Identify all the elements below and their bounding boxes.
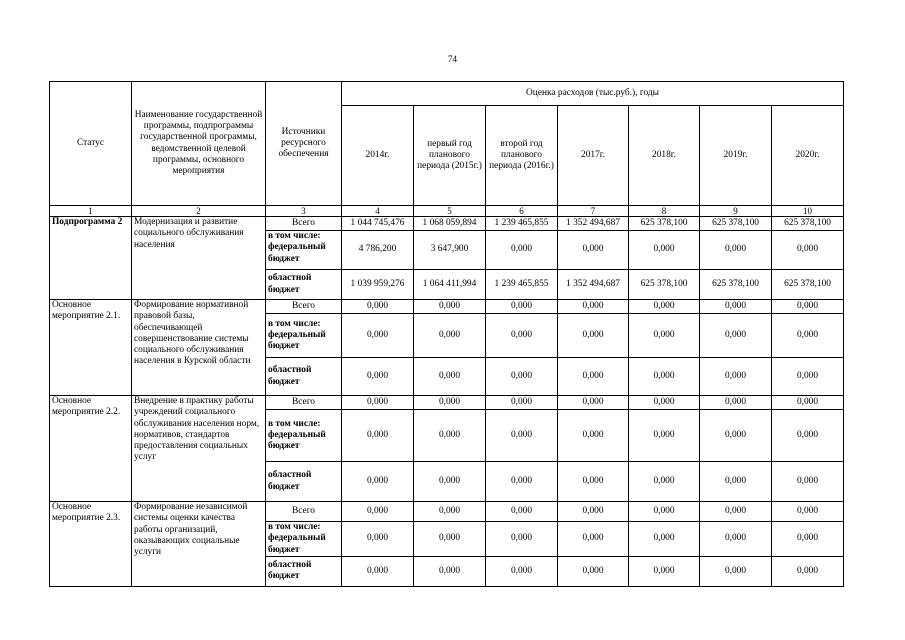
value-cell: 0,000 [700,396,772,410]
value-cell: 0,000 [486,522,558,557]
value-cell: 0,000 [342,556,414,586]
name-cell: Формирование нормативной правовой базы, обеспечивающей совершенствование системы социального обслуживания населения в Курской области [132,300,266,396]
value-cell: 0,000 [629,396,700,410]
column-number: 6 [486,206,558,217]
value-cell: 0,000 [629,522,700,557]
value-cell: 4 786,200 [342,231,414,270]
value-cell: 0,000 [629,502,700,522]
value-cell: 0,000 [558,502,629,522]
value-cell: 0,000 [342,358,414,396]
value-cell: 0,000 [629,231,700,270]
source-cell: в том числе: федеральный бюджет [266,231,342,270]
table-row [50,396,844,410]
value-cell: 0,000 [772,410,844,462]
source-cell: в том числе: федеральный бюджет [266,410,342,462]
header-year: 2020г. [772,106,844,206]
value-cell: 0,000 [342,462,414,502]
table-row [50,217,844,231]
value-cell: 0,000 [558,462,629,502]
value-cell: 0,000 [342,410,414,462]
page-number: 74 [448,54,457,64]
value-cell: 0,000 [414,314,486,358]
value-cell: 0,000 [414,462,486,502]
value-cell: 625 378,100 [700,270,772,300]
source-cell: в том числе: федеральный бюджет [266,314,342,358]
value-cell: 0,000 [700,314,772,358]
value-cell: 0,000 [558,300,629,314]
budget-table [49,81,844,587]
status-cell: Подпрограмма 2 [50,217,132,300]
value-cell: 0,000 [700,410,772,462]
value-cell: 0,000 [700,522,772,557]
value-cell: 0,000 [700,358,772,396]
header-status: Статус [50,82,132,206]
value-cell: 0,000 [629,462,700,502]
value-cell: 0,000 [342,396,414,410]
value-cell: 0,000 [414,522,486,557]
value-cell: 1 352 494,687 [558,217,629,231]
value-cell: 1 352 494,687 [558,270,629,300]
value-cell: 0,000 [414,396,486,410]
value-cell: 0,000 [772,462,844,502]
value-cell: 0,000 [772,396,844,410]
value-cell: 3 647,900 [414,231,486,270]
status-cell: Основное мероприятие 2.1. [50,300,132,396]
value-cell: 0,000 [629,358,700,396]
source-cell: областной бюджет [266,270,342,300]
value-cell: 0,000 [342,314,414,358]
header-year: 2014г. [342,106,414,206]
value-cell: 0,000 [772,358,844,396]
name-cell: Внедрение в практику работы учреждений социального обслуживания населения норм, нормативов, стандартов предоставления социальных услуг [132,396,266,502]
value-cell: 0,000 [772,300,844,314]
value-cell: 1 044 745,476 [342,217,414,231]
value-cell: 0,000 [486,358,558,396]
source-cell: областной бюджет [266,462,342,502]
value-cell: 0,000 [558,396,629,410]
column-number: 7 [558,206,629,217]
value-cell: 0,000 [414,300,486,314]
value-cell: 625 378,100 [629,270,700,300]
header-estimate: Оценка расходов (тыс.руб.), годы [342,82,844,106]
column-number: 10 [772,206,844,217]
column-number: 4 [342,206,414,217]
value-cell: 0,000 [629,410,700,462]
name-cell: Формирование независимой системы оценки качества работы организаций, оказывающих социальные услуги [132,502,266,587]
value-cell: 0,000 [342,502,414,522]
header-year: второй год планового периода (2016г.) [486,106,558,206]
source-cell: областной бюджет [266,556,342,586]
value-cell: 0,000 [558,314,629,358]
value-cell: 0,000 [772,556,844,586]
header-year: первый год планового периода (2015г.) [414,106,486,206]
value-cell: 0,000 [486,502,558,522]
value-cell: 625 378,100 [700,217,772,231]
status-cell: Основное мероприятие 2.2. [50,396,132,502]
value-cell: 1 068 059,894 [414,217,486,231]
value-cell: 0,000 [629,300,700,314]
name-cell: Модернизация и развитие социального обслуживания населения [132,217,266,300]
value-cell: 0,000 [629,314,700,358]
header-year: 2018г. [629,106,700,206]
column-number: 5 [414,206,486,217]
value-cell: 0,000 [486,300,558,314]
value-cell: 0,000 [486,462,558,502]
value-cell: 625 378,100 [772,217,844,231]
header-year: 2017г. [558,106,629,206]
value-cell: 0,000 [414,502,486,522]
source-cell: Всего [266,396,342,410]
value-cell: 0,000 [414,410,486,462]
header-year: 2019г. [700,106,772,206]
value-cell: 0,000 [558,231,629,270]
value-cell: 625 378,100 [629,217,700,231]
value-cell: 0,000 [700,462,772,502]
value-cell: 0,000 [772,502,844,522]
value-cell: 0,000 [558,410,629,462]
value-cell: 0,000 [700,300,772,314]
source-cell: в том числе: федеральный бюджет [266,522,342,557]
value-cell: 0,000 [486,396,558,410]
value-cell: 0,000 [558,522,629,557]
column-number: 2 [132,206,266,217]
value-cell: 0,000 [486,231,558,270]
value-cell: 0,000 [486,314,558,358]
header-name: Наименование государственной программы, подпрограммы государственной программы, ведомственной целевой программы, основного мероприятия [132,82,266,206]
value-cell: 625 378,100 [772,270,844,300]
column-number: 1 [50,206,132,217]
value-cell: 0,000 [700,556,772,586]
value-cell: 0,000 [629,556,700,586]
column-number: 3 [266,206,342,217]
value-cell: 0,000 [558,556,629,586]
value-cell: 0,000 [342,300,414,314]
column-numbers-row [50,206,844,217]
table-row [50,300,844,314]
value-cell: 1 064 411,994 [414,270,486,300]
value-cell: 0,000 [486,556,558,586]
source-cell: Всего [266,502,342,522]
source-cell: Всего [266,217,342,231]
status-cell: Основное мероприятие 2.3. [50,502,132,587]
value-cell: 0,000 [414,358,486,396]
value-cell: 0,000 [414,556,486,586]
table-row [50,502,844,522]
column-number: 9 [700,206,772,217]
value-cell: 1 239 465,855 [486,217,558,231]
value-cell: 1 239 465,855 [486,270,558,300]
value-cell: 0,000 [772,231,844,270]
value-cell: 0,000 [700,231,772,270]
column-number: 8 [629,206,700,217]
value-cell: 0,000 [486,410,558,462]
value-cell: 0,000 [772,314,844,358]
value-cell: 0,000 [342,522,414,557]
value-cell: 0,000 [558,358,629,396]
value-cell: 0,000 [772,522,844,557]
value-cell: 1 039 959,276 [342,270,414,300]
value-cell: 0,000 [700,502,772,522]
header-sources: Источники ресурсного обеспечения [266,82,342,206]
source-cell: областной бюджет [266,358,342,396]
source-cell: Всего [266,300,342,314]
